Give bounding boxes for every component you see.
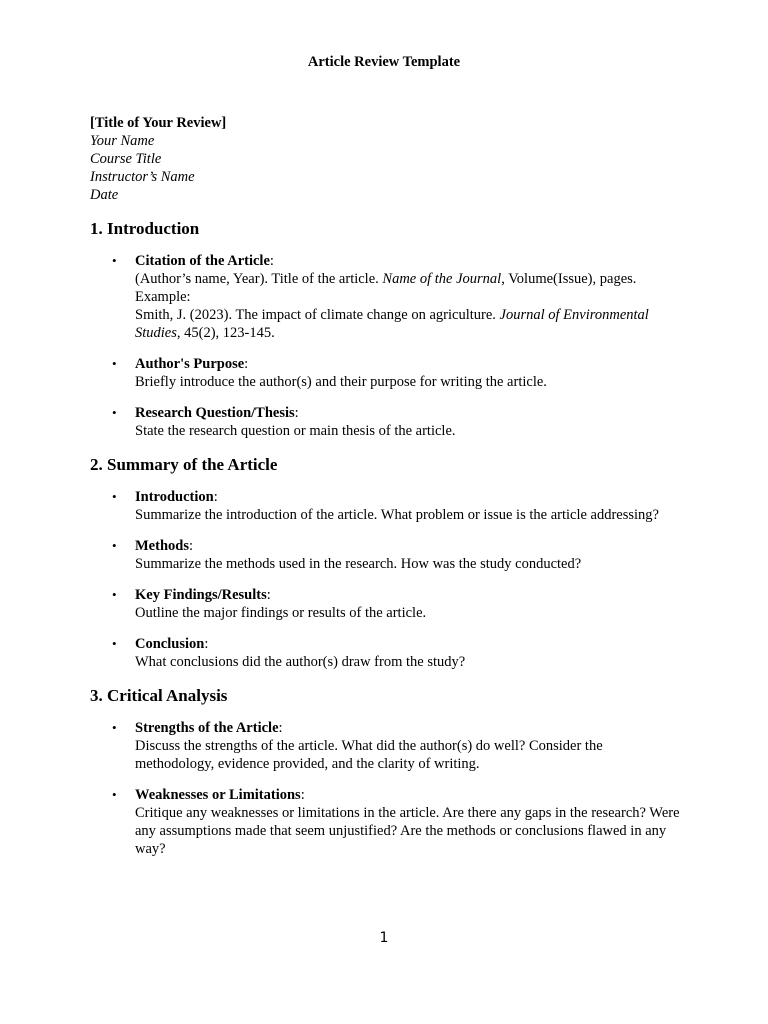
bullet-icon: • [112, 587, 117, 602]
list-item: • Key Findings/Results: Outline the major findings or results of the article. [90, 586, 680, 622]
review-header [90, 114, 680, 204]
bullet-icon: • [112, 405, 117, 420]
item-text: Briefly introduce the author(s) and their purpose for writing the article. [135, 374, 547, 390]
item-label: Author's Purpose [135, 356, 245, 372]
document-body [90, 114, 680, 871]
example-label: Example: [135, 289, 191, 305]
section-heading-introduction: 1. Introduction [90, 219, 200, 238]
item-text: What conclusions did the author(s) draw from the study? [135, 654, 466, 670]
list-item: • Methods: Summarize the methods used in the research. How was the study conducted? [90, 537, 680, 573]
item-text: Summarize the methods used in the research. How was the study conducted? [135, 556, 582, 572]
list-item-citation: • Citation of the Article: (Author’s name, Year). Title of the article. Name of the Journal, Volume(Issue), pages. Example: Smith, J. (2023). The impact of climate change on agriculture. Journal of Environmental Studies, 45(2), 123-145. [90, 252, 680, 342]
citation-example: Smith, J. (2023). The impact of climate change on agriculture. Journal of Environmental Studies, 45(2), 123-145. [135, 307, 649, 341]
item-text: Outline the major findings or results of the article. [135, 605, 427, 621]
item-label: Conclusion [135, 636, 205, 652]
list-item-purpose: • Author's Purpose: Briefly introduce the author(s) and their purpose for writing the article. [90, 355, 680, 391]
bullet-icon: • [112, 720, 117, 735]
list-item: • Weaknesses or Limitations: Critique any weaknesses or limitations in the article. Are there any gaps in the research? Were any assumptions made that seem unjustified? Are the methods or conclusions flawed in any way? [112, 787, 680, 857]
bullet-icon: • [112, 253, 117, 268]
item-text: Critique any weaknesses or limitations in the article. Are there any gaps in the research? Were any assumptions made that seem unjustified? Are the methods or conclusions flawed in any way? [135, 805, 680, 857]
item-label: Citation of the Article [135, 253, 270, 269]
item-text: State the research question or main thesis of the article. [135, 423, 456, 439]
author-name: Your Name [90, 133, 155, 149]
list-item: • Conclusion: What conclusions did the author(s) draw from the study? [90, 635, 680, 671]
item-label: Key Findings/Results [135, 587, 267, 603]
item-label: Research Question/Thesis [135, 405, 295, 421]
item-label: Weaknesses or Limitations [135, 787, 301, 803]
page-number: 1 [379, 930, 389, 946]
introduction-list [90, 252, 680, 440]
citation-format: (Author’s name, Year). Title of the article. Name of the Journal, Volume(Issue), pages. [135, 271, 637, 287]
analysis-list [90, 719, 680, 858]
list-item: • Strengths of the Article: Discuss the strengths of the article. What did the author(s) do well? Consider the methodology, evidence provided, and the clarity of writing. [90, 719, 680, 773]
section-heading-analysis: 3. Critical Analysis [90, 686, 228, 705]
list-item-thesis: • Research Question/Thesis: State the research question or main thesis of the article. [90, 404, 680, 440]
document-title: Article Review Template [307, 54, 461, 70]
bullet-icon: • [112, 538, 117, 553]
item-text: Summarize the introduction of the article. What problem or issue is the article addressing? [135, 507, 659, 523]
bullet-icon: • [112, 489, 117, 504]
list-item: • Introduction: Summarize the introduction of the article. What problem or issue is the article addressing? [90, 488, 680, 524]
item-text: Discuss the strengths of the article. What did the author(s) do well? Consider the methodology, evidence provided, and the clarity of writing. [135, 738, 603, 772]
review-date: Date [90, 187, 119, 203]
instructor-name: Instructor’s Name [90, 169, 195, 185]
bullet-icon: • [112, 787, 117, 802]
journal-name: Name of the Journal [382, 271, 502, 287]
bullet-icon: • [112, 356, 117, 371]
bullet-icon: • [112, 636, 117, 651]
review-title: [Title of Your Review] [90, 115, 227, 131]
summary-list [90, 488, 680, 671]
item-label: Introduction [135, 489, 214, 505]
example-journal: Journal of Environmental Studies [135, 307, 649, 341]
item-label: Methods [135, 538, 189, 554]
item-label: Strengths of the Article [135, 720, 279, 736]
course-title: Course Title [90, 151, 162, 167]
section-heading-summary: 2. Summary of the Article [90, 455, 278, 474]
